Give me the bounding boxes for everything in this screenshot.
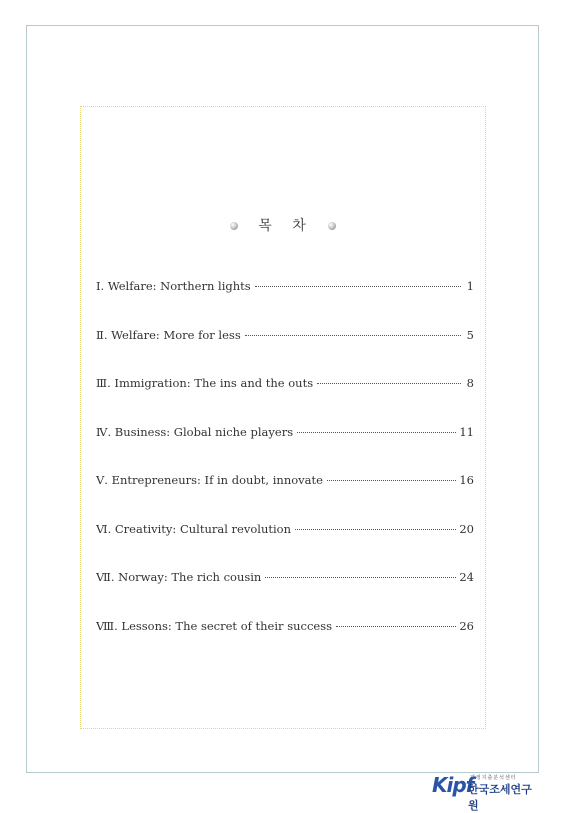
- dot-leader: [245, 335, 461, 336]
- kipf-logo: [432, 772, 538, 812]
- toc-entry-page: 20: [459, 521, 474, 536]
- logo-name: 한국조세연구원: [468, 783, 532, 812]
- toc-list: [96, 278, 474, 666]
- toc-title: 목 차: [258, 218, 314, 234]
- bullet-ornament-icon: [328, 222, 336, 230]
- toc-entry-page: 1: [466, 279, 474, 293]
- dot-leader: [265, 577, 456, 578]
- logo-mark: Kipf: [432, 773, 474, 797]
- dot-leader: [255, 286, 461, 287]
- toc-entry-label: Ⅱ. Welfare: More for less: [96, 327, 241, 342]
- toc-entry[interactable]: [96, 375, 474, 424]
- toc-entry-page: 24: [459, 570, 474, 584]
- dot-leader: [295, 529, 456, 530]
- toc-heading: [81, 215, 485, 235]
- toc-entry-label: Ⅲ. Immigration: The ins and the outs: [96, 376, 314, 390]
- toc-entry-page: 26: [459, 618, 474, 633]
- toc-entry[interactable]: [96, 424, 474, 473]
- toc-entry-page: 8: [466, 376, 474, 390]
- bullet-ornament-icon: [230, 222, 238, 230]
- toc-entry-label: Ⅰ. Welfare: Northern lights: [96, 279, 251, 293]
- toc-entry-label: Ⅷ. Lessons: The secret of their success: [96, 618, 332, 633]
- toc-entry[interactable]: [96, 521, 474, 570]
- toc-entry-label: Ⅳ. Business: Global niche players: [96, 424, 294, 439]
- toc-entry-label: Ⅴ. Entrepreneurs: If in doubt, innovate: [96, 473, 323, 487]
- toc-entry[interactable]: [96, 618, 474, 667]
- dot-leader: [327, 480, 456, 481]
- toc-entry-page: 5: [466, 327, 474, 342]
- toc-entry[interactable]: [96, 569, 474, 618]
- toc-entry-label: Ⅵ. Creativity: Cultural revolution: [96, 521, 291, 536]
- dot-leader: [317, 383, 461, 384]
- dot-leader: [336, 626, 456, 627]
- toc-entry[interactable]: [96, 327, 474, 376]
- toc-entry-page: 11: [459, 424, 474, 439]
- toc-entry-page: 16: [459, 473, 474, 487]
- dot-leader: [297, 432, 456, 433]
- toc-entry[interactable]: [96, 472, 474, 521]
- toc-entry-label: Ⅶ. Norway: The rich cousin: [96, 570, 262, 584]
- toc-entry[interactable]: [96, 278, 474, 327]
- logo-subtitle: 재정지출분석센터: [470, 775, 517, 781]
- table-of-contents: [80, 106, 486, 729]
